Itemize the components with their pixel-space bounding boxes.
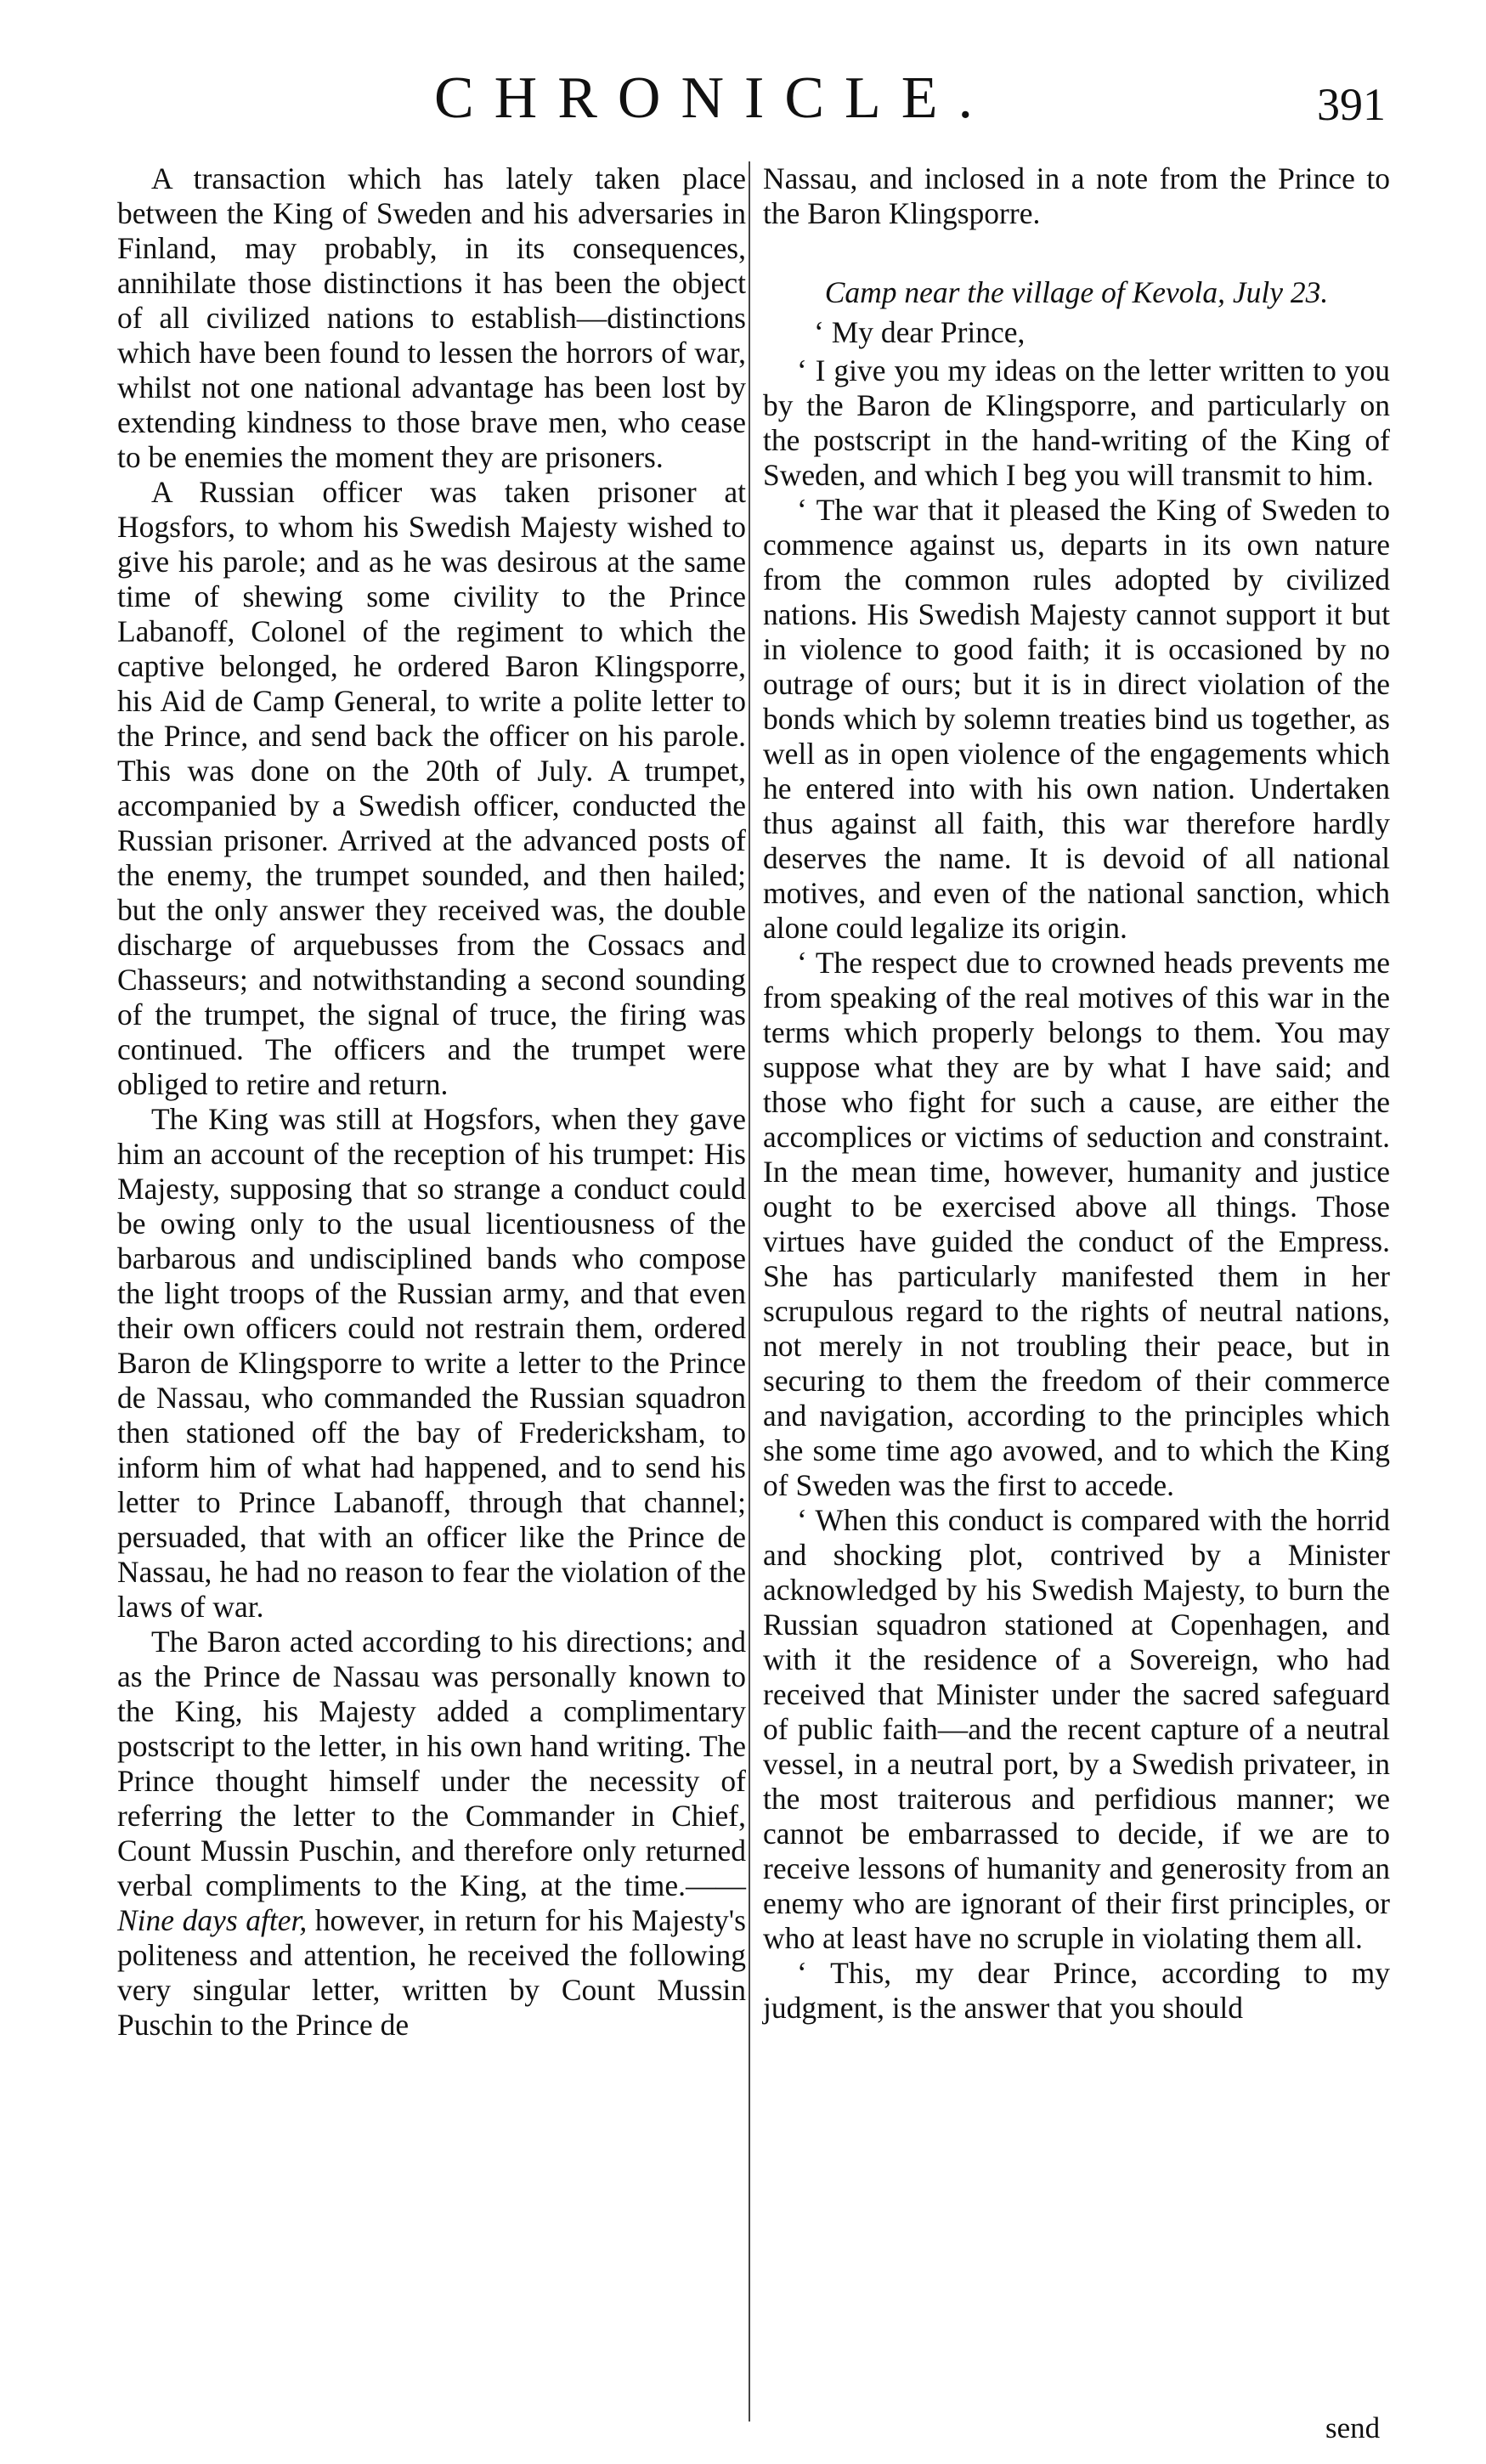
paragraph bbox=[117, 1625, 746, 2043]
paragraph: ‘ When this conduct is compared with the horrid and shocking plot, contrived by a Minister acknowledged by his Swedish Majesty, to burn the Russian squadron stationed at Copenhagen, and with it the residence of a Sovereign, who had received that Minister under the sacred safeguard of public faith—and the recent capture of a neutral vessel, in a neutral port, by a Swedish privateer, in the most traiterous and perfidious manner; we cannot be embarrassed to decide, if we are to receive lessons of humanity and generosity from an enemy who are ignorant of their first principles, or who at least have no scruple in violating them all. bbox=[763, 1503, 1390, 1955]
right-column bbox=[763, 161, 1390, 2026]
paragraph: Nassau, and inclosed in a note from the Prince to the Baron Klingsporre. bbox=[763, 161, 1390, 230]
column-divider bbox=[749, 161, 750, 2422]
paragraph: The King was still at Hogsfors, when they gave him an account of the reception of his trumpet: His Majesty, supposing that so strange a conduct could be owing only to the usual licentiousness of the barbarous and undisciplined bands who compose the light troops of the Russian army, and that even their own officers could not restrain them, ordered Baron de Klingsporre to write a letter to the Prince de Nassau, who commanded the Russian squadron then stationed off the bay of Fredericksham, to inform him of what had happened, and to send his letter to Prince Labanoff, through that channel; persuaded, that with an officer like the Prince de Nassau, he had no reason to fear the violation of the laws of war. bbox=[117, 1102, 746, 1624]
paragraph: ‘ The respect due to crowned heads prevents me from speaking of the real motives of this war in the terms which properly belongs to them. You may suppose what they are by what I have said; and those who fight for such a cause, are either the accomplices or victims of seduction and constraint. In the mean time, however, humanity and justice ought to be exercised above all things. Those virtues have guided the conduct of the Empress. She has particularly manifested them in her scrupulous regard to the rights of neutral nations, not merely in not troubling their peace, but in securing to them the freedom of their commerce and navigation, according to the principles which she some time ago avowed, and to which the King of Sweden was the first to accede. bbox=[763, 946, 1390, 1502]
paragraph: ‘ I give you my ideas on the letter written to you by the Baron de Klingsporre, and particularly on the postscript in the hand-writing of the King of Sweden, and which I beg you will transmit to him. bbox=[763, 353, 1390, 492]
page-header bbox=[0, 59, 1486, 144]
running-title: CHRONICLE. bbox=[433, 65, 994, 131]
paragraph-text: The Baron acted according to his directions; and as the Prince de Nassau was personally known to the King, his Majesty added a complimentary postscript to the letter, in his own hand writing. The Prince thought himself under the necessity of referring the letter to the Commander in Chief, Count Mussin Puschin, and therefore only returned verbal compliments to the King, at the time.—— bbox=[117, 1625, 746, 1902]
left-column bbox=[117, 161, 746, 2043]
paragraph: ‘ The war that it pleased the King of Sweden to commence against us, departs in its own nature from the common rules adopted by civilized nations. His Swedish Majesty cannot support it but in violence to good faith; it is occasioned by no outrage of ours; but it is in direct violation of the bonds which by solemn treaties bind us together, as well as in open violence of the engagements which he entered into with his own nation. Undertaken thus against all faith, this war therefore hardly deserves the name. It is devoid of all national motives, and even of the national sanction, which alone could legalize its origin. bbox=[763, 493, 1390, 945]
paragraph: ‘ This, my dear Prince, according to my judgment, is the answer that you should bbox=[763, 1956, 1390, 2025]
page-number: 391 bbox=[1317, 79, 1386, 130]
italic-phrase: Nine days after, bbox=[117, 1903, 308, 1937]
letter-salutation: ‘ My dear Prince, bbox=[814, 315, 1026, 349]
paragraph: A Russian officer was taken prisoner at Hogsfors, to whom his Swedish Majesty wished to give his parole; and as he was desirous at the same time of shewing some civility to the Prince Labanoff, Colonel of the regiment to which the captive belonged, he ordered Baron Klingsporre, his Aid de Camp General, to write a polite letter to the Prince, and send back the officer on his parole. This was done on the 20th of July. A trumpet, accompanied by a Swedish officer, conducted the Russian prisoner. Arrived at the advanced posts of the enemy, the trumpet sounded, and then hailed; but the only answer they received was, the double discharge of arquebusses from the Cossacs and Chasseurs; and notwithstanding a second sounding of the trumpet, the signal of truce, the firing was continued. The officers and the trumpet were obliged to retire and return. bbox=[117, 475, 746, 1101]
paragraph: A transaction which has lately taken place between the King of Sweden and his adversaries in Finland, may probably, in its consequences, annihilate those distinctions it has been the object of all civilized nations to establish—distinctions which have been found to lessen the horrors of war, whilst not one national advantage has been lost by extending kindness to those brave men, who cease to be enemies the moment they are prisoners. bbox=[117, 161, 746, 474]
letter-dateline: Camp near the village of Kevola, July 23. bbox=[824, 275, 1329, 309]
paragraph-text: however, in return for his Majesty's politeness and attention, he received the following very singular letter, written by Count Mussin Puschin to the Prince de bbox=[117, 1903, 746, 2042]
catchword: send bbox=[1325, 2411, 1381, 2444]
